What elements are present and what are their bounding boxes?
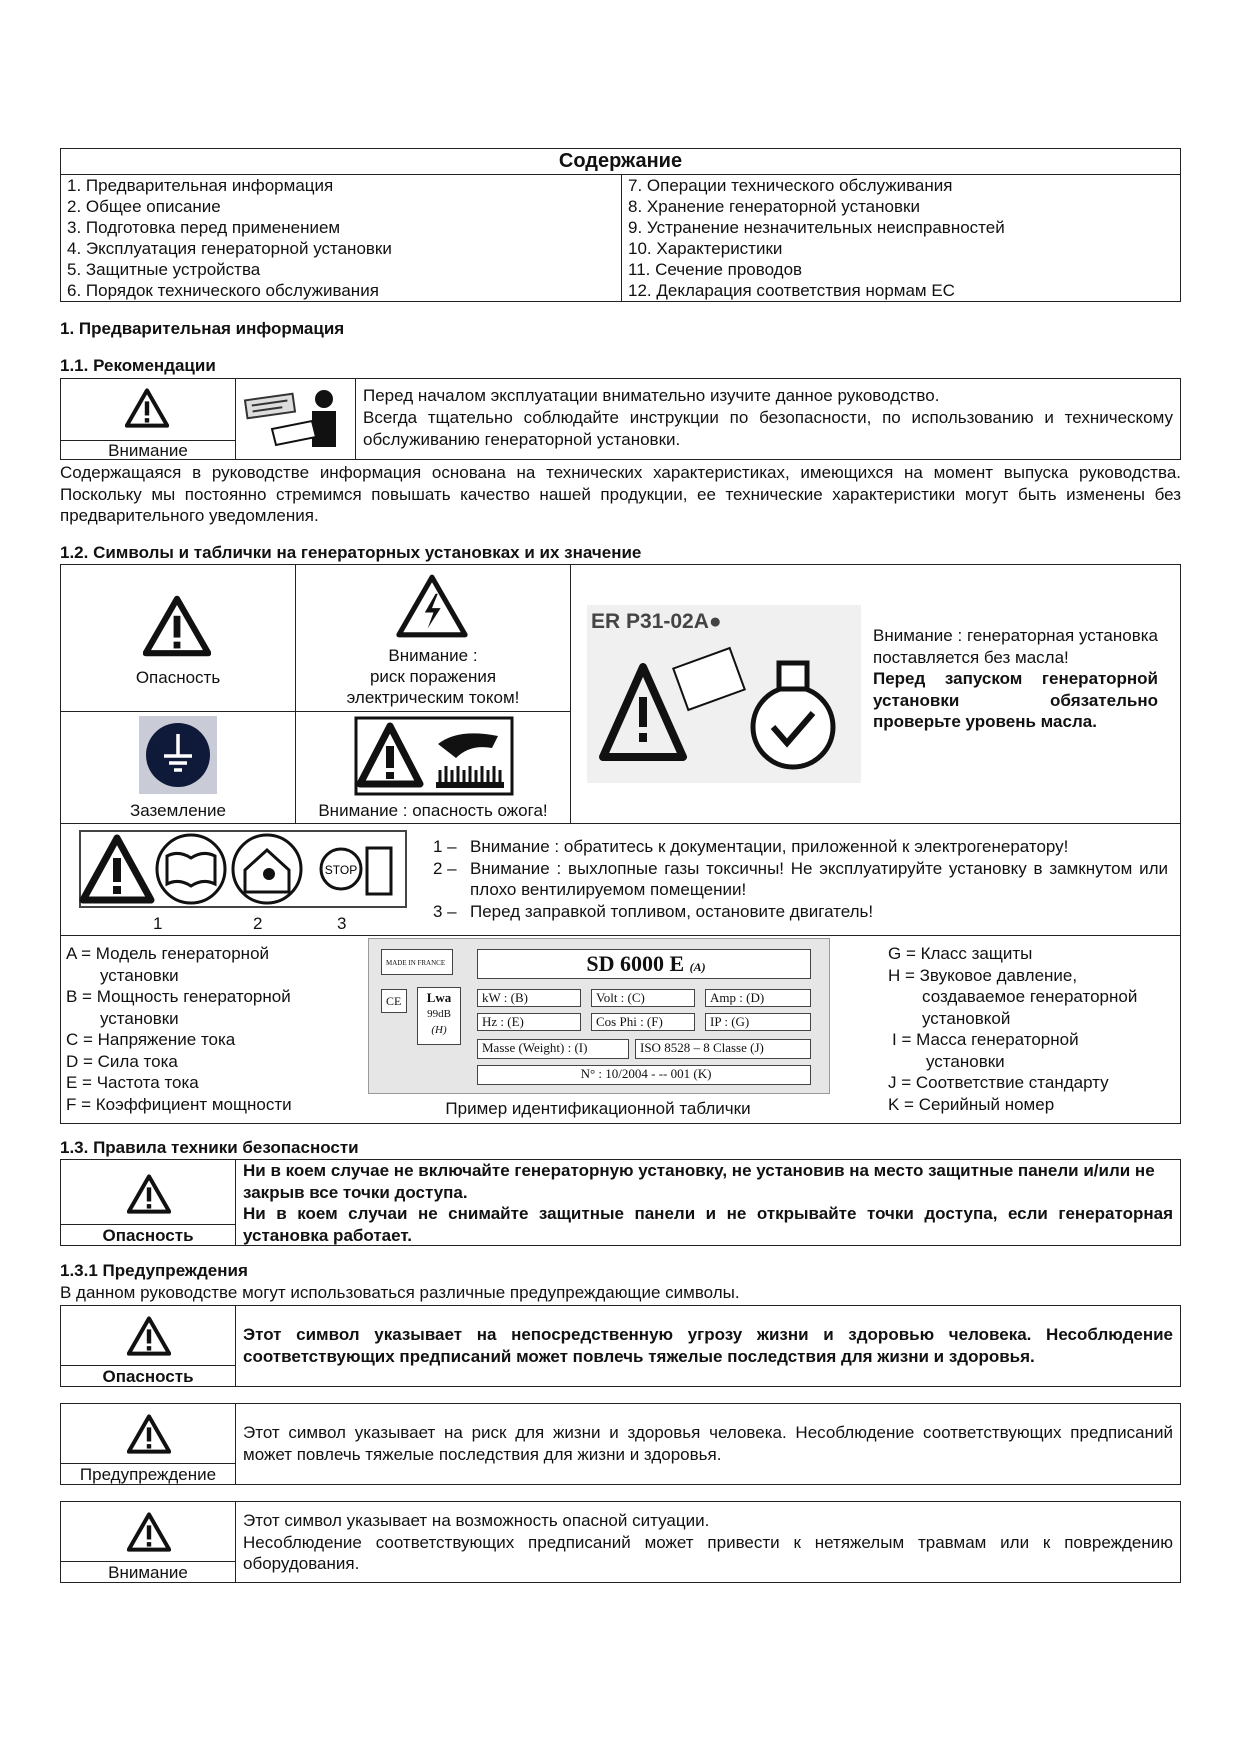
legend-item: H = Звуковое давление, [888,965,1078,985]
plate-volt: Volt : (C) [591,989,695,1007]
warning-triangle-icon [143,595,211,657]
pictogram-note [433,901,1168,923]
section-1-3-title: 1.3. Правила техники безопасности [60,1138,359,1157]
pictogram-notes [433,836,1168,922]
pictogram-number: 2 [253,914,263,933]
toc-item: 8. Хранение генераторной установки [628,197,920,216]
shock-label [296,645,570,708]
section-1-1-title: 1.1. Рекомендации [60,356,216,375]
oil-warning-cell [570,564,1181,824]
safety-rules-text [235,1159,1181,1246]
danger-symbol-cell [60,564,296,712]
toc-right-column [622,175,1181,302]
burn-hazard-icon [354,716,514,796]
plate-kw: kW : (B) [477,989,581,1007]
plate-model-tag: (A) [689,960,706,974]
warning-label: Предупреждение [61,1463,235,1485]
pictogram-row [60,823,1181,936]
legend-item: I = Масса генераторной [892,1030,1079,1049]
toc-item: 7. Операции технического обслуживания [628,176,953,195]
toc-left-column [61,175,622,302]
legend-item: создаваемое генераторной [922,987,1138,1006]
section-1-title: 1. Предварительная информация [60,319,345,338]
oil-warning-image [587,605,861,783]
warn-attention-text [235,1501,1181,1583]
note-number: 1 – [433,837,457,856]
legend-item: A = Модель генераторной [66,944,270,963]
plate-model [477,949,811,979]
shock-symbol-cell [295,564,571,712]
shock-line: Внимание : [388,646,478,665]
burn-symbol-cell [295,711,571,824]
oil-code: ER P31-02A● [591,610,722,633]
toc-item: 2. Общее описание [67,197,221,216]
plate-made-in: MADE IN FRANCE [381,949,453,975]
electric-shock-icon [396,573,468,639]
svg-text:STOP: STOP [324,863,358,877]
plate-db: 99dB [427,1008,451,1020]
warn-danger-cell [60,1305,236,1387]
toc-item: 9. Устранение незначительных неисправностей [628,218,1005,237]
warning-triangle-icon [127,1414,171,1454]
toc-title: Содержание [61,149,1181,175]
attention-label: Внимание [61,1561,235,1583]
oil-warning-text [873,625,1158,733]
recommendation-line: Перед началом эксплуатации внимательно изучите данное руководство. [363,386,940,405]
plate-legend-left [66,943,346,1115]
shock-line: риск поражения [369,667,497,686]
ground-label: Заземление [130,801,226,820]
legend-item: установки [926,1051,1005,1071]
reading-manual-icon [242,385,348,455]
identification-plate [368,938,830,1094]
warning-triangle-icon [125,388,169,428]
note-text: Внимание : обратитесь к документации, приложенной к электрогенератору! [470,837,1069,856]
section-1-2-title: 1.2. Символы и таблички на генераторных установках и их значение [60,543,642,562]
toc-item: 12. Декларация соответствия нормам ЕС [628,281,955,300]
legend-item: D = Сила тока [66,1051,178,1071]
pictogram-number: 3 [337,914,347,933]
pictogram-note [433,858,1168,901]
disclaimer-paragraph: Содержащаяся в руководстве информация основана на технических характеристиках, имеющихся на момент выпуска руководства. Поскольку мы постоянно стремимся повышать качество нашей продукции, ее технические характеристики могут быть изменены без предварительного уведомления. [60,463,1181,525]
plate-serial: N° : 10/2004 - -- 001 (K) [477,1065,811,1085]
safety-rule-line: Ни в коем случае не включайте генераторную установку, не установив на место защитные панели и/или не закрыв все точки доступа. [243,1161,1155,1202]
legend-item: установки [100,965,179,985]
oil-check-icon [593,645,857,777]
legend-item: B = Мощность генераторной [66,987,291,1006]
plate-ip: IP : (G) [705,1013,811,1031]
attention-line: Этот символ указывает на возможность опасной ситуации. [243,1511,710,1530]
burn-label: Внимание : опасность ожога! [318,801,548,820]
plate-lwa-box [417,987,461,1045]
plate-mass: Masse (Weight) : (I) [477,1039,629,1059]
recommendations-text-cell [355,378,1181,460]
toc-item: 4. Эксплуатация генераторной установки [67,239,392,258]
plate-model-text: SD 6000 E [586,951,685,976]
legend-item: F = Коэффициент мощности [66,1094,292,1114]
warnings-intro: В данном руководстве могут использоваться различные предупреждающие символы. [60,1283,740,1302]
warn-danger-text: Этот символ указывает на непосредственную угрозу жизни и здоровью человека. Несоблюдение соответствующих предписаний может повлечь тяжелые последствия для жизни и здоровья. [235,1305,1181,1387]
warning-triangle-icon [127,1512,171,1552]
warning-triangle-icon [127,1316,171,1356]
warning-triangle-icon [127,1174,171,1214]
danger-label: Опасность [61,1224,235,1246]
legend-item: C = Напряжение тока [66,1030,236,1049]
attention-cell [60,378,236,460]
recommendation-line: Всегда тщательно соблюдайте инструкции по безопасности, по использованию и техническому обслуживанию генераторной установки. [363,408,1173,449]
oil-text: Внимание : генераторная установка поставляется без масла! [873,626,1158,667]
shock-line: электрическим током! [346,688,520,707]
ground-icon [139,716,217,794]
toc-item: 3. Подготовка перед применением [67,218,341,237]
plate-legend-right [888,943,1178,1115]
danger-label: Опасность [135,668,221,687]
pictogram-number: 1 [153,914,163,933]
warn-warning-cell [60,1403,236,1485]
toc-item: 11. Сечение проводов [628,260,803,279]
danger-label: Опасность [61,1365,235,1387]
legend-item: установкой [922,1008,1011,1028]
plate-hz: Hz : (E) [477,1013,581,1031]
safety-danger-cell [60,1159,236,1246]
plate-iso: ISO 8528 – 8 Classe (J) [635,1039,811,1059]
note-text: Внимание : выхлопные газы токсичны! Не эксплуатируйте установку в замкнутом или плохо вентилируемом помещении! [470,858,1168,899]
note-number: 2 – [433,858,457,878]
oil-bold-text: Перед запуском генераторной установки обязательно проверьте уровень масла. [873,669,1158,731]
plate-lwa: Lwa [426,990,452,1005]
ground-symbol-cell [60,711,296,824]
legend-item: J = Соответствие стандарту [888,1073,1109,1092]
toc-item: 1. Предварительная информация [67,176,334,195]
legend-item: K = Серийный номер [888,1094,1055,1114]
plate-caption: Пример идентификационной таблички [445,1099,751,1118]
toc-item: 10. Характеристики [628,239,783,258]
legend-item: E = Частота тока [66,1073,199,1092]
warn-warning-text: Этот символ указывает на риск для жизни и здоровья человека. Несоблюдение соответствующих предписаний может повлечь тяжелые последствия для жизни и здоровья. [235,1403,1181,1485]
attention-line: Несоблюдение соответствующих предписаний может привести к нетяжелым травмам или к повреждению оборудования. [243,1532,1173,1573]
plate-cos-phi: Cos Phi : (F) [591,1013,695,1031]
plate-amp: Amp : (D) [705,989,811,1007]
safety-rule-line: Ни в коем случаи не снимайте защитные панели и не открывайте точки доступа, если генераторная установка работает. [243,1204,1173,1245]
legend-item: установки [100,1008,179,1028]
reading-manual-cell [235,378,356,460]
toc-item: 5. Защитные устройства [67,260,261,279]
plate-h: (H) [431,1024,447,1036]
legend-item: G = Класс защиты [888,944,1033,963]
note-text: Перед заправкой топливом, остановите двигатель! [470,901,874,921]
note-number: 3 – [433,901,457,921]
warn-attention-cell [60,1501,236,1583]
attention-label: Внимание [61,440,235,461]
plate-ce-mark: CE [381,989,407,1013]
toc-item: 6. Порядок технического обслуживания [67,281,379,300]
pictogram-strip [79,830,407,908]
table-of-contents [60,148,1181,302]
pictogram-note [433,836,1168,858]
section-1-3-1-title: 1.3.1 Предупреждения [60,1261,248,1280]
